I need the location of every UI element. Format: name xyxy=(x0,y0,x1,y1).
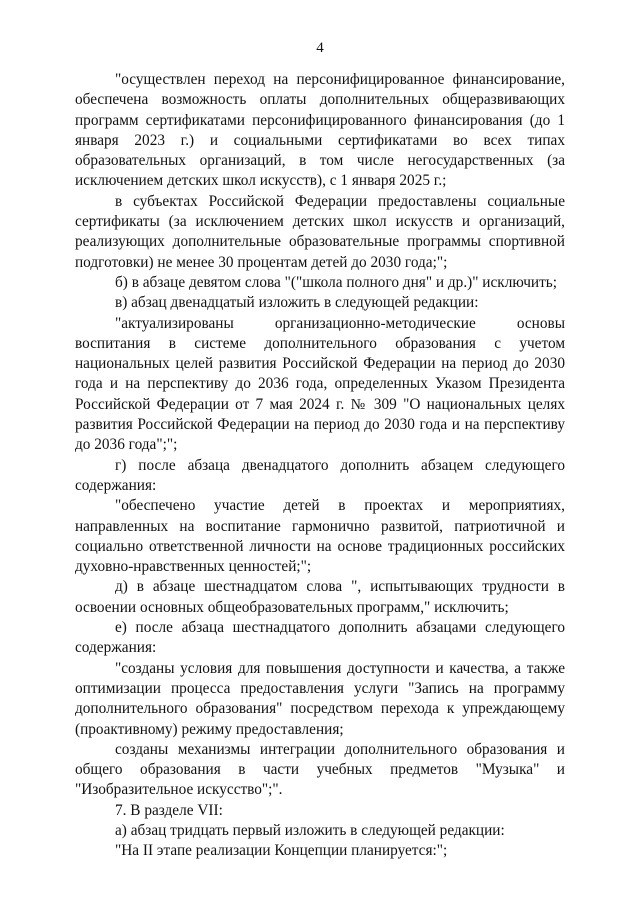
paragraph: 7. В разделе VII: xyxy=(115,801,223,819)
paragraph: в) абзац двенадцатый изложить в следующей редакции: xyxy=(115,294,479,312)
paragraph: "созданы условия для повышения доступности и качества, а также оптимизации процесса предоставления услуги "Запись на программу дополнительного образования" посредством перехода к упреждающему (проактивному) режиму предоставления; xyxy=(75,659,565,738)
document-body xyxy=(75,70,565,862)
paragraph: е) после абзаца шестнадцатого дополнить абзацами следующего содержания: xyxy=(75,619,565,657)
paragraph: "обеспечено участие детей в проектах и мероприятиях, направленных на воспитание гармонично развитой, патриотичной и социально ответственной личности на основе традиционных российских духовно-нравственных ценностей;"; xyxy=(75,497,565,576)
page-number: 4 xyxy=(316,40,324,56)
paragraph: а) абзац тридцать первый изложить в следующей редакции: xyxy=(115,821,505,839)
paragraph: "На II этапе реализации Концепции планируется:"; xyxy=(115,842,448,860)
paragraph: г) после абзаца двенадцатого дополнить абзацем следующего содержания: xyxy=(75,456,565,494)
paragraph: созданы механизмы интеграции дополнительного образования и общего образования в части учебных предметов "Музыка" и "Изобразительное искусство";". xyxy=(75,740,565,799)
paragraph: "осуществлен переход на персонифицированное финансирование, обеспечена возможность оплаты дополнительных общеразвивающих программ сертификатами персонифицированного финансирования (до 1 января 2023 г.) и социальными сертификатами во всех типах образовательных организаций, в том числе негосударственных (за исключением детских школ искусств), с 1 января 2025 г.; xyxy=(75,71,565,190)
paragraph: б) в абзаце девятом слова "("школа полного дня" и др.)" исключить; xyxy=(115,273,557,291)
paragraph: д) в абзаце шестнадцатом слова ", испытывающих трудности в освоении основных общеобразовательных программ," исключить; xyxy=(75,578,565,616)
paragraph: в субъектах Российской Федерации предоставлены социальные сертификаты (за исключением детских школ искусств и организаций, реализующих дополнительные образовательные программы спортивной подготовки) не менее 30 процентам детей до 2030 года;"; xyxy=(75,192,565,271)
paragraph: "актуализированы организационно-методические основы воспитания в системе дополнительного образования с учетом национальных целей развития Российской Федерации на период до 2030 года и на перспективу до 2036 года, определенных Указом Президента Российской Федерации от 7 мая 2024 г. № 309 "О национальных целях развития Российской Федерации на период до 2030 года и на перспективу до 2036 года";"; xyxy=(75,314,565,454)
